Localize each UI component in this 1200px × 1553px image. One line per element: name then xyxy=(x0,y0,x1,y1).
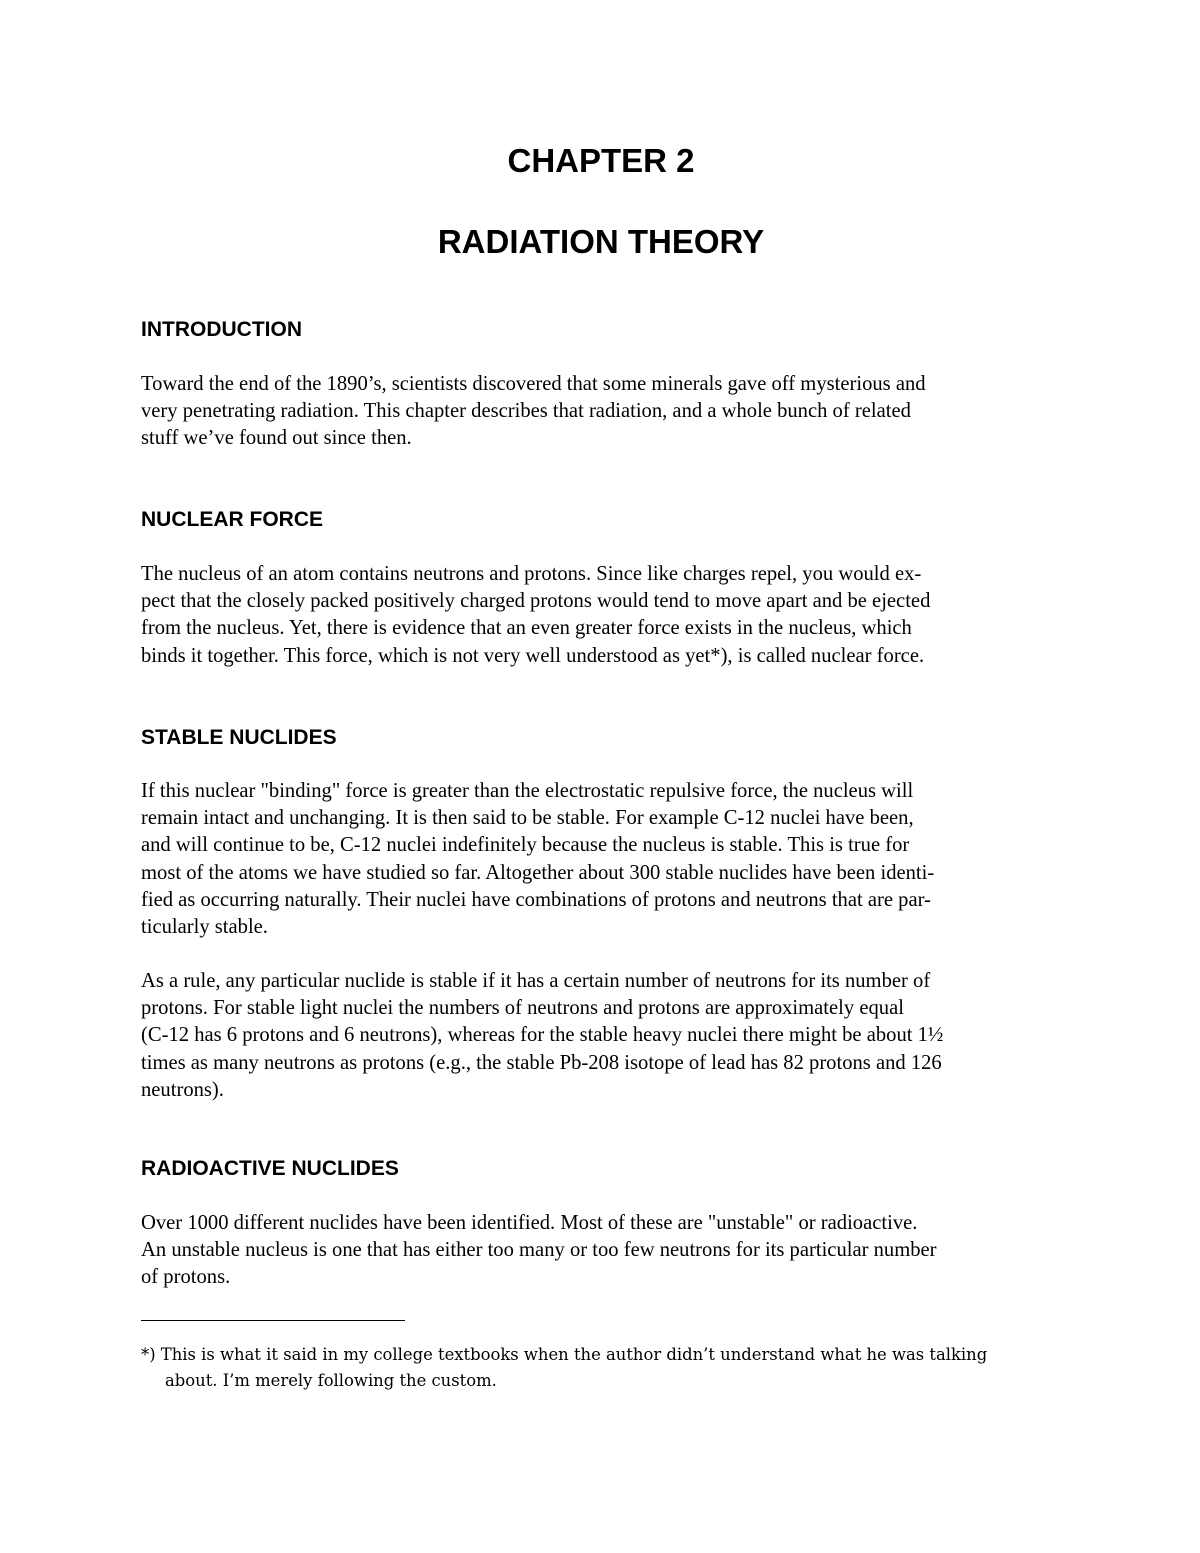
text-line: remain intact and unchanging. It is then said to be stable. For example C-12 nuclei have been, xyxy=(141,807,914,830)
text-line: stuff we’ve found out since then. xyxy=(141,427,412,450)
paragraph-introduction xyxy=(141,371,1066,453)
text-line: fied as occurring naturally. Their nuclei have combinations of protons and neutrons that are par- xyxy=(141,888,931,911)
paragraph-stable-nuclides-2 xyxy=(141,968,1066,1104)
text-line: (C-12 has 6 protons and 6 neutrons), whereas for the stable heavy nuclei there might be about 1½ xyxy=(141,1024,944,1047)
text-line: binds it together. This force, which is not very well understood as yet*), is called nuclear force. xyxy=(141,644,925,667)
section-heading-radioactive-nuclides: RADIOACTIVE NUCLIDES xyxy=(141,1157,399,1180)
text-line: and will continue to be, C-12 nuclei indefinitely because the nucleus is stable. This is true for xyxy=(141,834,910,857)
text-line: pect that the closely packed positively charged protons would tend to move apart and be ejected xyxy=(141,590,931,613)
section-heading-stable-nuclides: STABLE NUCLIDES xyxy=(141,726,337,749)
chapter-title: RADIATION THEORY xyxy=(437,223,765,260)
paragraph-radioactive-nuclides xyxy=(141,1210,1066,1292)
text-line: The nucleus of an atom contains neutrons and protons. Since like charges repel, you would ex- xyxy=(141,563,922,585)
footnote-line: *) This is what it said in my college textbooks when the author didn’t understand what he was talking xyxy=(141,1345,988,1364)
text-line: times as many neutrons as protons (e.g., the stable Pb-208 isotope of lead has 82 protons and 126 xyxy=(141,1051,942,1074)
text-line: very penetrating radiation. This chapter describes that radiation, and a whole bunch of related xyxy=(141,400,911,423)
footnote-line: about. I’m merely following the custom. xyxy=(165,1371,497,1390)
footnote xyxy=(141,1342,1041,1394)
text-line: Toward the end of the 1890’s, scientists discovered that some minerals gave off mysterious and xyxy=(141,373,926,395)
text-line: of protons. xyxy=(141,1266,231,1289)
section-heading-nuclear-force: NUCLEAR FORCE xyxy=(141,508,323,531)
document-page xyxy=(141,0,1061,1553)
text-line: As a rule, any particular nuclide is stable if it has a certain number of neutrons for its number of xyxy=(141,970,931,992)
text-line: most of the atoms we have studied so far. Altogether about 300 stable nuclides have been identi- xyxy=(141,861,935,884)
text-line: If this nuclear "binding" force is greater than the electrostatic repulsive force, the nucleus will xyxy=(141,780,914,802)
text-line: ticularly stable. xyxy=(141,916,268,939)
text-line: from the nucleus. Yet, there is evidence that an even greater force exists in the nucleus, which xyxy=(141,617,912,640)
section-heading-introduction: INTRODUCTION xyxy=(141,318,302,341)
text-line: protons. For stable light nuclei the numbers of neutrons and protons are approximately equal xyxy=(141,997,904,1020)
text-line: An unstable nucleus is one that has either too many or too few neutrons for its particular number xyxy=(141,1239,937,1262)
text-line: neutrons). xyxy=(141,1078,224,1101)
paragraph-stable-nuclides-1 xyxy=(141,778,1066,941)
footnote-separator xyxy=(141,1320,405,1321)
chapter-number: CHAPTER 2 xyxy=(507,142,695,179)
paragraph-nuclear-force xyxy=(141,561,1066,670)
text-line: Over 1000 different nuclides have been identified. Most of these are "unstable" or radioactive. xyxy=(141,1212,918,1234)
